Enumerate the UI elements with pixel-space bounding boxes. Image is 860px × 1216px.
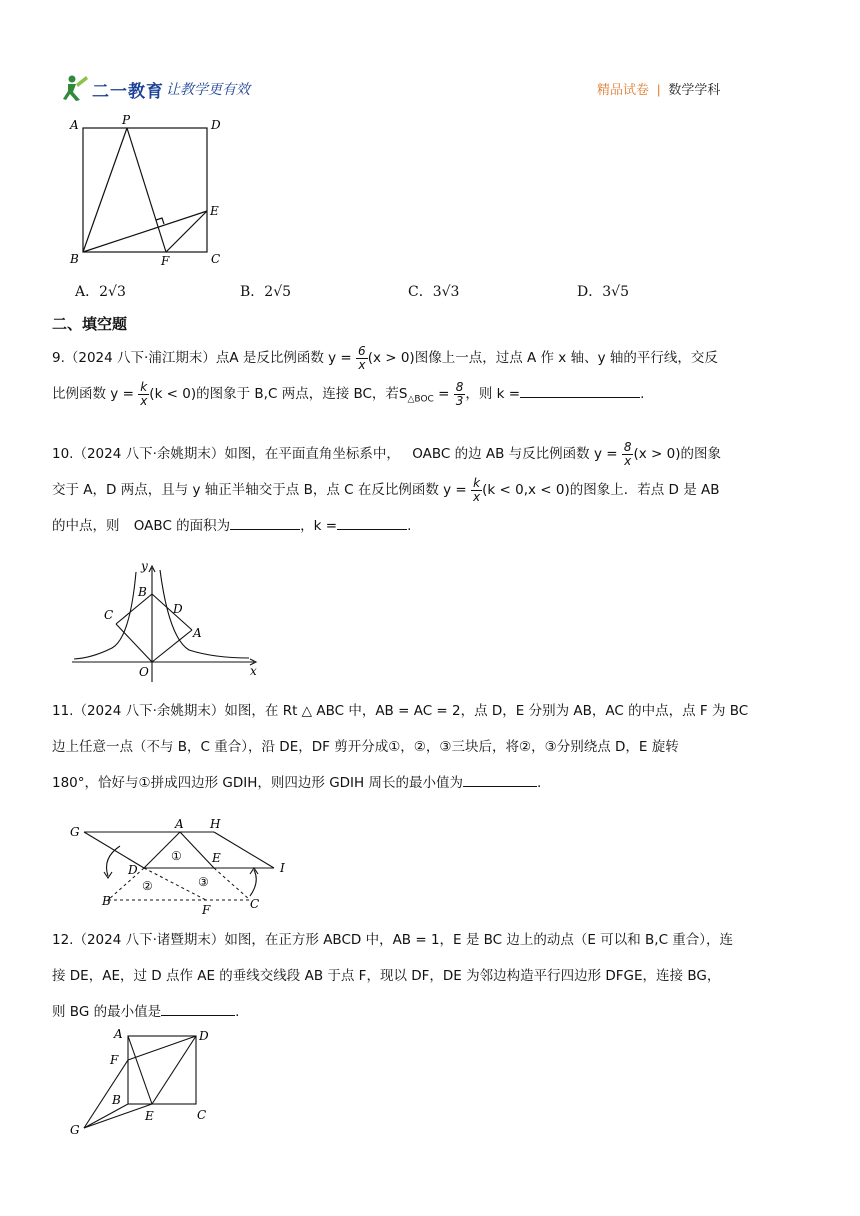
label-c: C xyxy=(250,897,260,911)
label-p: P xyxy=(122,113,131,127)
q12-figure xyxy=(66,1026,226,1138)
brand-name: 二一教育 xyxy=(92,82,164,101)
q8-option-d[interactable]: D．3√5 xyxy=(577,284,629,300)
label-e: E xyxy=(145,1109,154,1123)
brand-logo xyxy=(62,72,92,104)
label-f: F xyxy=(110,1053,119,1067)
q8-figure xyxy=(60,112,230,270)
label-b: B xyxy=(70,252,79,266)
label-h: H xyxy=(210,817,221,831)
label-a: A xyxy=(193,626,202,640)
label-d: D xyxy=(199,1029,209,1043)
q12-answer-blank[interactable] xyxy=(161,1001,235,1016)
section-title: 二、填空题 xyxy=(52,315,128,333)
label-y: y xyxy=(141,559,148,573)
label-d: D xyxy=(128,863,138,877)
label-f: F xyxy=(202,903,211,917)
q8-option-a[interactable]: A．2√3 xyxy=(75,284,126,300)
doc-type: 精品试卷 xyxy=(597,82,650,97)
subject: 数学学科 xyxy=(668,82,721,97)
label-b: B xyxy=(138,585,147,599)
question-11: 11.（2024 八下·余姚期末）如图，在 Rt △ ABC 中，AB = AC = 2，点 D，E 分别为 AB，AC 的中点，点 F 为 BC 边上任意一点（不与 B，C 重合），沿 DE，DF 剪开分成①，②，③三块后，将②，③分别绕点 D，E 旋转 180°，恰好与①拼成四边形 GDIH，则四边形 GDIH 周长的最小值为 . xyxy=(52,703,749,791)
label-g: G xyxy=(70,1123,80,1137)
q10-k-blank[interactable] xyxy=(337,515,407,530)
label-c: C xyxy=(197,1108,207,1122)
label-i: I xyxy=(280,861,285,875)
label-x: x xyxy=(250,664,257,678)
label-o: O xyxy=(139,665,149,679)
label-d: D xyxy=(173,602,183,616)
label-a: A xyxy=(70,118,79,132)
label-b: B xyxy=(102,894,111,908)
q11-answer-blank[interactable] xyxy=(463,772,537,787)
q8-option-b[interactable]: B．2√5 xyxy=(240,284,292,300)
q8-option-c[interactable]: C．3√3 xyxy=(408,284,460,300)
label-g: G xyxy=(70,825,80,839)
q10-area-blank[interactable] xyxy=(230,515,300,530)
label-c: C xyxy=(104,608,114,622)
label-e: E xyxy=(210,204,219,218)
q10-figure xyxy=(64,558,264,682)
q9-answer-blank[interactable] xyxy=(520,383,640,398)
question-12: 12.（2024 八下·诸暨期末）如图，在正方形 ABCD 中，AB = 1，E 是 BC 边上的动点（E 可以和 B,C 重合），连 接 DE，AE，过 D 点作 AE 的垂线交线段 AB 于点 F，现以 DF，DE 为邻边构造平行四边形 DFGE，连接 BG， 则 BG 的最小值是 . xyxy=(52,932,734,1020)
question-10: 10.（2024 八下·余姚期末）如图，在平面直角坐标系中， OABC 的边 AB 与反比例函数 y = $\frac{8}{x}$ (x > 0)的图象 交于 A，D 两点，且与 y 轴正半轴交于点 B，点 C 在反比例函数 y = $\frac{k}{x}$ (k < 0,x < 0)的图象上．若点 D 是 AB 的中点，则 OABC 的面积为 ，k = . xyxy=(52,439,721,534)
label-region-1: ① xyxy=(171,849,182,863)
label-c: C xyxy=(211,252,221,266)
question-9: 9.（2024 八下·浦江期末）点A 是反比例函数 y = $\frac{6}{x}$ (x > 0)图像上一点，过点 A 作 x 轴、y 轴的平行线，交反 比例函数 y = $\frac{k}{x}$ (k < 0)的图象于 B,C 两点，连接 BC，若$S_{\triangle BOC}$ = $\frac{8}{3}$ ，则 k = . xyxy=(52,343,718,408)
label-b: B xyxy=(112,1093,121,1107)
label-f: F xyxy=(161,254,170,268)
header-right: 精品试卷 | 数学学科 xyxy=(597,82,721,97)
label-region-2: ② xyxy=(142,879,153,893)
q11-figure xyxy=(64,812,304,922)
label-e: E xyxy=(212,851,221,865)
brand-slogan: 让教学更有效 xyxy=(166,81,250,97)
label-d: D xyxy=(211,118,221,132)
label-region-3: ③ xyxy=(198,875,209,889)
label-a: A xyxy=(114,1027,123,1041)
label-a: A xyxy=(175,817,184,831)
